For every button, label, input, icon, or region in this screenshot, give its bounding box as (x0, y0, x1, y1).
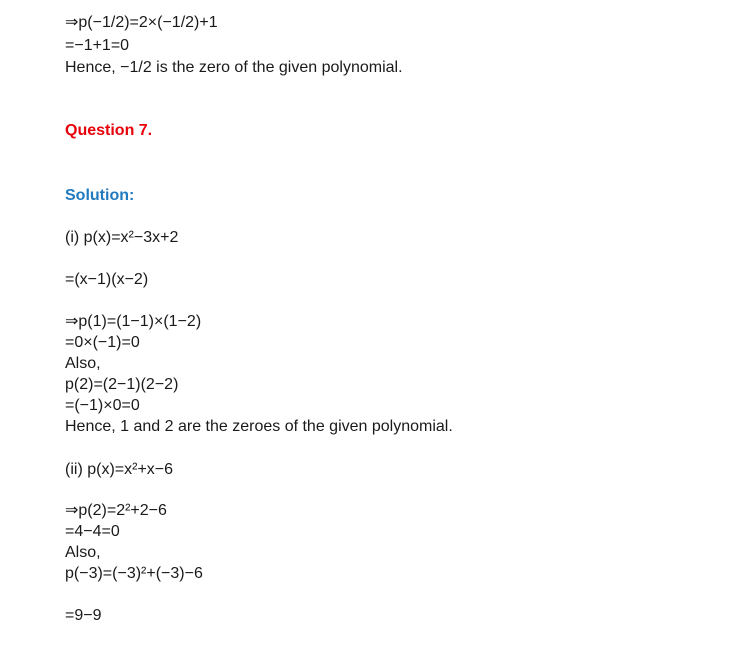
question-heading: Question 7. (65, 122, 153, 139)
static-text: Also, (65, 544, 101, 561)
math-line: =(x−1)(x−2) (65, 271, 149, 288)
math-line: p(−3)=(−3)²+(−3)−6 (65, 565, 203, 582)
math-line: p(2)=(2−1)(2−2) (65, 376, 179, 393)
part-i-heading: (i) p(x)=x²−3x+2 (65, 229, 179, 246)
conclusion-text: Hence, 1 and 2 are the zeroes of the given polynomial. (65, 418, 453, 435)
math-line: =0×(−1)=0 (65, 334, 140, 351)
static-text: Also, (65, 355, 101, 372)
math-line: ⇒p(2)=2²+2−6 (65, 502, 167, 519)
part-ii-heading: (ii) p(x)=x²+x−6 (65, 461, 174, 478)
solution-heading: Solution: (65, 187, 135, 204)
math-line: ⇒p(1)=(1−1)×(1−2) (65, 313, 202, 330)
math-line: =−1+1=0 (65, 37, 130, 54)
math-line: =9−9 (65, 607, 102, 624)
math-line: =4−4=0 (65, 523, 120, 540)
math-line: =(−1)×0=0 (65, 397, 140, 414)
conclusion-text: Hence, −1/2 is the zero of the given polynomial. (65, 59, 403, 76)
math-line: ⇒p(−1/2)=2×(−1/2)+1 (65, 14, 218, 31)
